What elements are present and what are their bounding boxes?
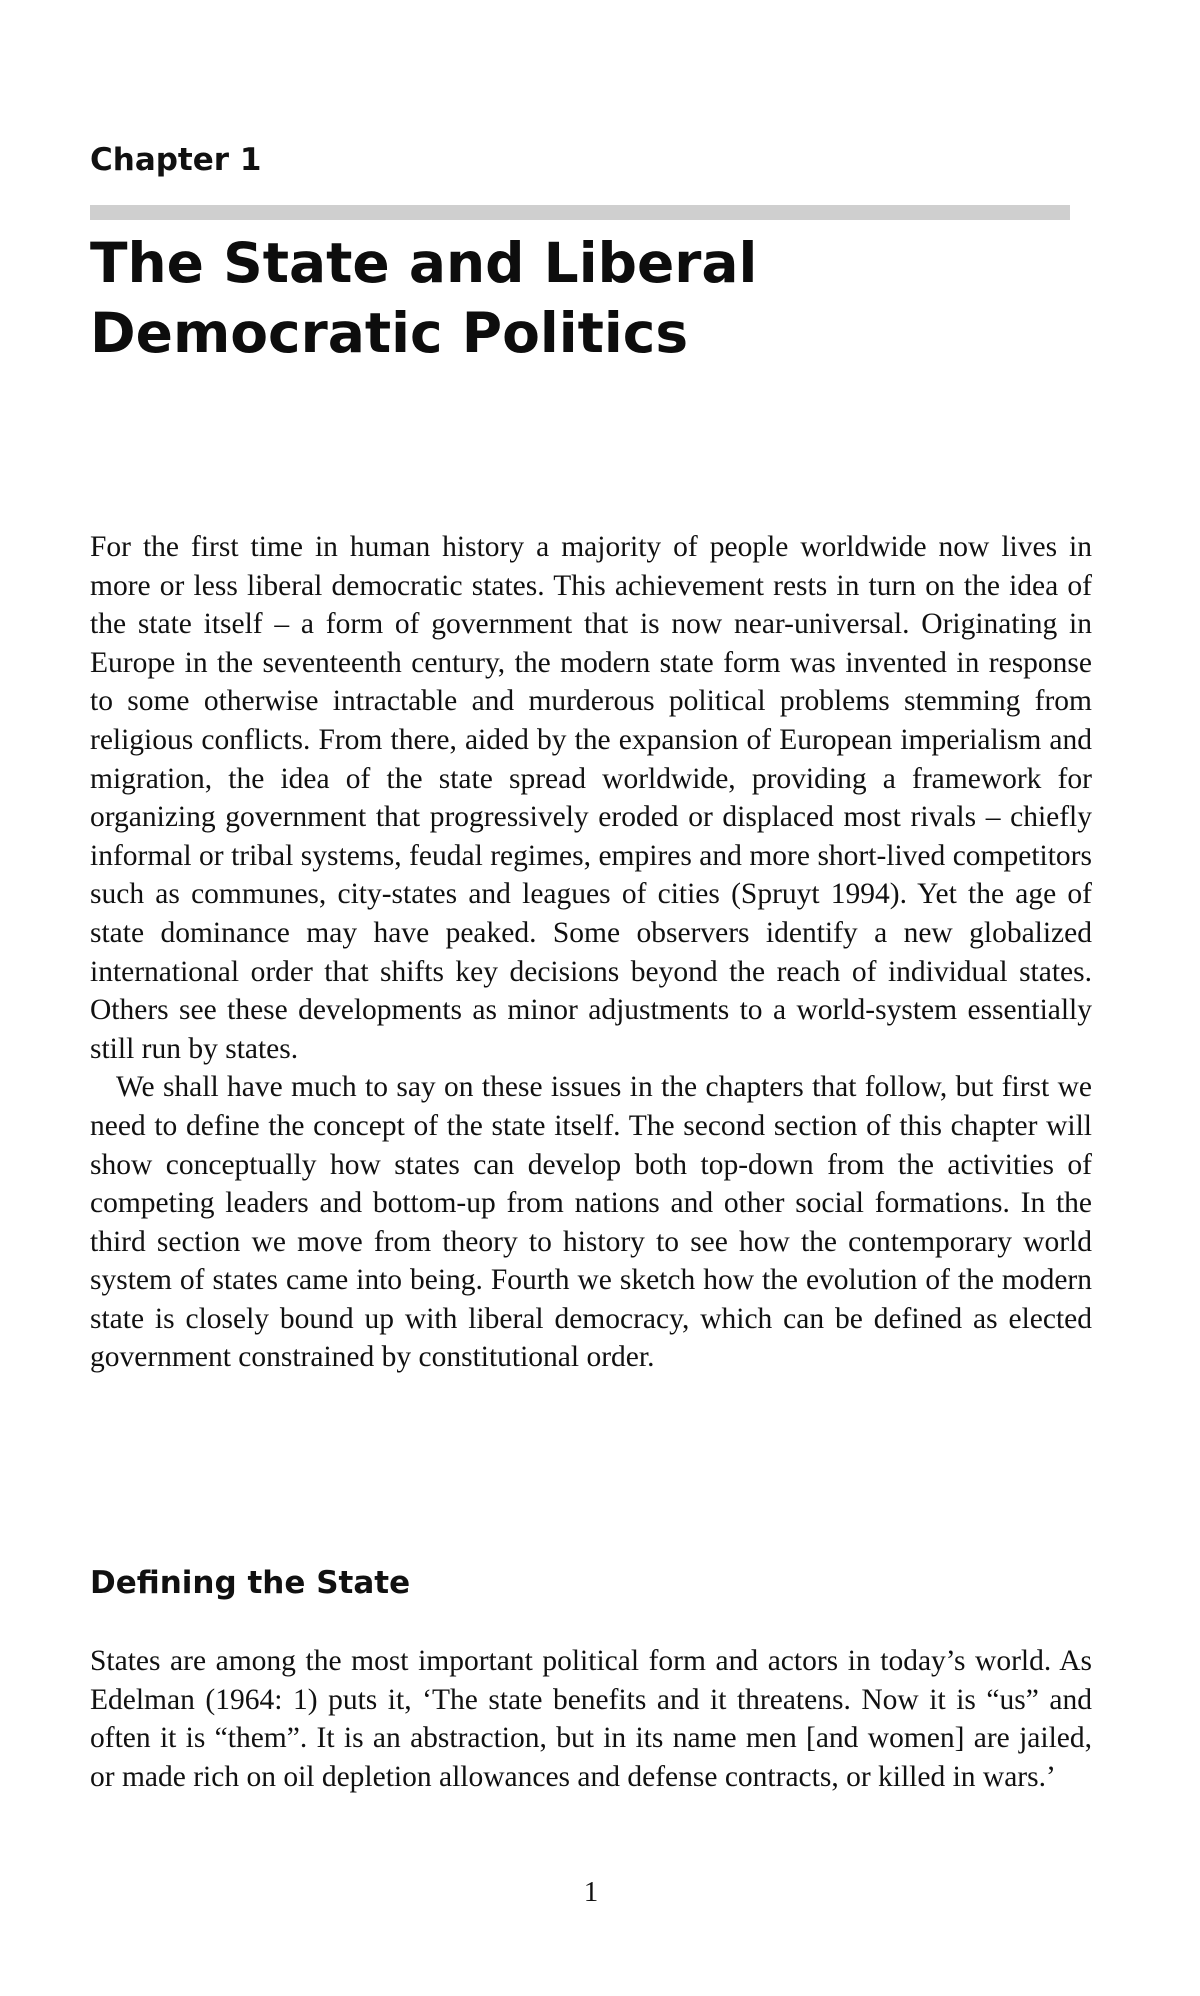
section-body [90, 1642, 1092, 1796]
chapter-title: The State and Liberal Democratic Politics [90, 231, 758, 365]
intro-paragraph-2: We shall have much to say on these issues in the chapters that follow, but first we need to define the concept of the state itself. The second section of this chapter will show conceptually how states can develop both top-down from the activities of competing leaders and bottom-up from nations and other social formations. In the third section we move from theory to history to see how the contemporary world system of states came into being. Fourth we sketch how the evolution of the modern state is closely bound up with liberal democracy, which can be defined as elected government constrained by constitutional order. [90, 1071, 1092, 1374]
section-heading: Defining the State [90, 1565, 411, 1601]
chapter-rule [90, 205, 1070, 220]
intro-paragraph-1: For the first time in human history a majority of people worldwide now lives in more or less liberal democratic states. This achievement rests in turn on the idea of the state itself – a form of government that is now near-universal. Originating in Europe in the seventeenth century, the modern state form was invented in response to some otherwise intractable and murderous political problems stemming from religious conflicts. From there, aided by the expansion of European imperialism and migration, the idea of the state spread worldwide, providing a framework for organizing government that progressively eroded or displaced most rivals – chiefly informal or tribal systems, feudal regimes, empires and more short-lived competitors such as communes, city-states and leagues of cities (Spruyt 1994). Yet the age of state dominance may have peaked. Some observers identify a new globalized international order that shifts key decisions beyond the reach of individual states. Others see these developments as minor adjustments to a world-system essentially still run by states. [90, 531, 1092, 1065]
page-number: 1 [583, 1876, 599, 1908]
section-paragraph: States are among the most important political form and actors in today’s world. As Edelman (1964: 1) puts it, ‘The state benefits and it threatens. Now it is “us” and often it is “them”. It is an abstraction, but in its name men [and women] are jailed, or made rich on oil depletion allowances and defense contracts, or killed in wars.’ [90, 1645, 1092, 1793]
book-page [90, 0, 1095, 1996]
chapter-label: Chapter 1 [90, 142, 262, 178]
intro-section [90, 528, 1092, 1377]
